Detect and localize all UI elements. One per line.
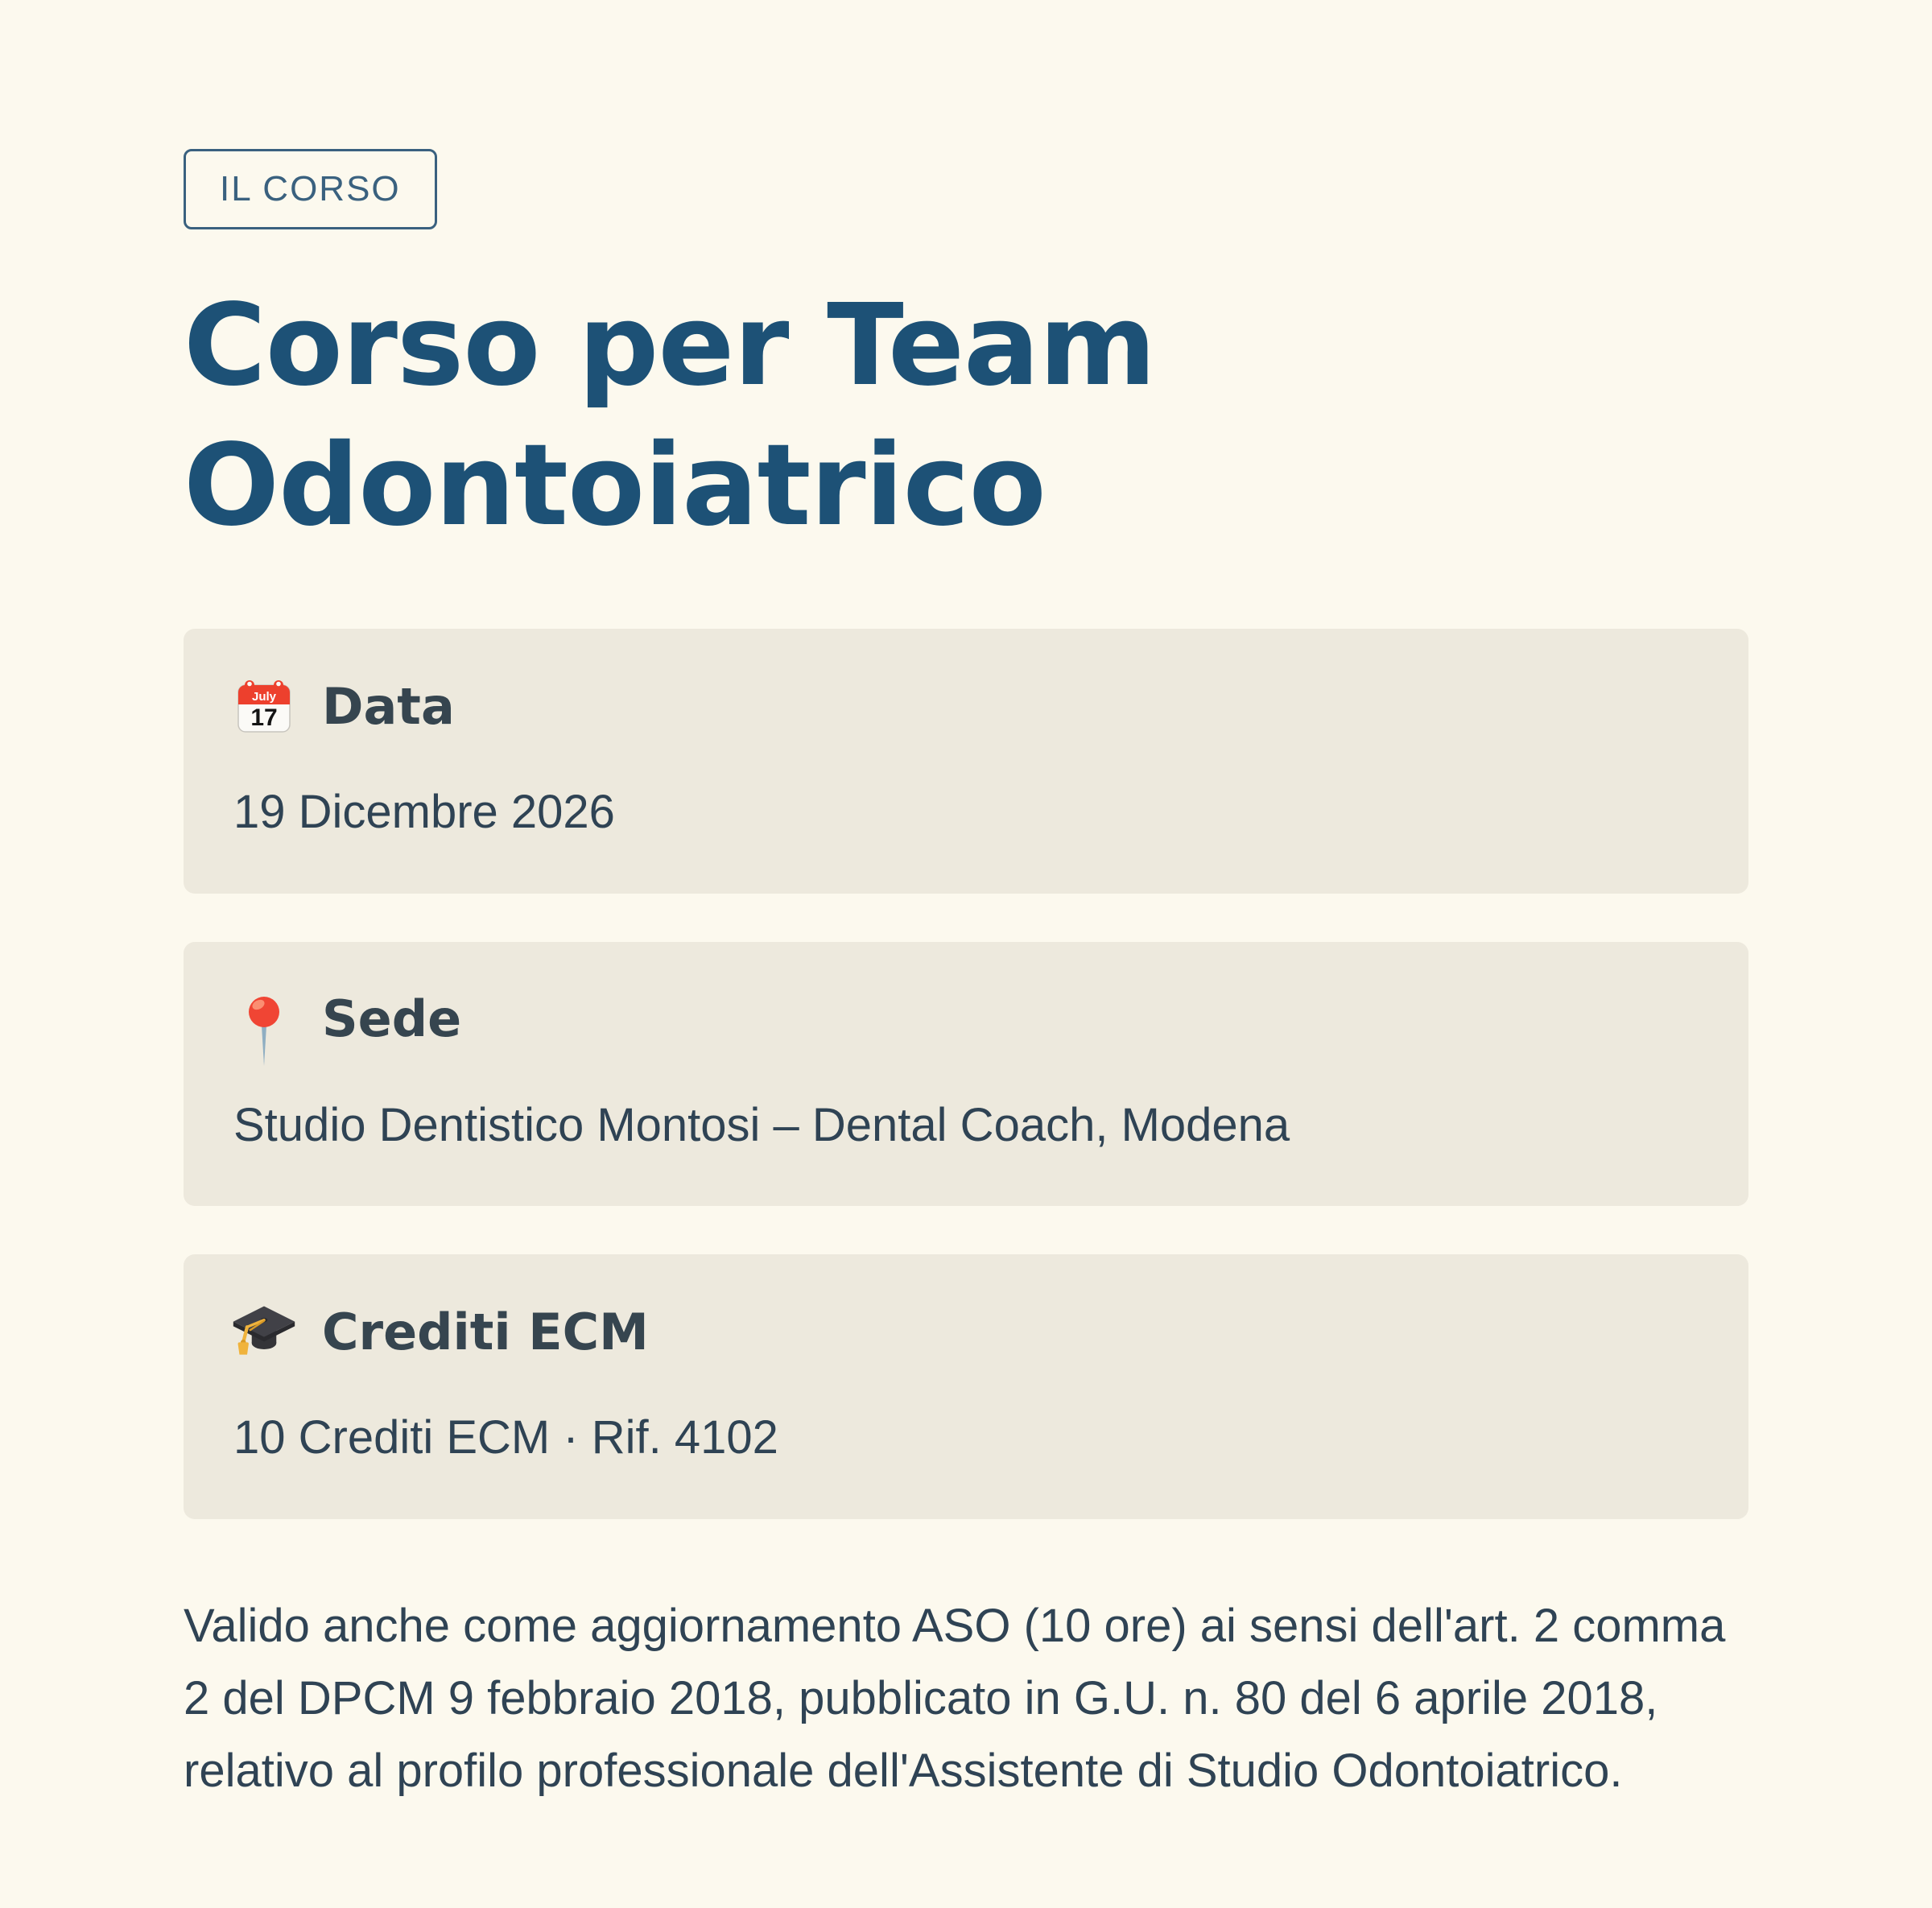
card-data-value: 19 Dicembre 2026: [233, 786, 615, 838]
aso-validity-note: Valido anche come aggiornamento ASO (10 ore) ai sensi dell'art. 2 comma 2 del DPCM 9 febbraio 2018, pubblicato in G.U. n. 80 del 6 aprile 2018, relativo al profilo professionale dell'Assistente di Studio Odontoiatrico.: [184, 1599, 1726, 1797]
calendar-icon: [233, 675, 295, 737]
card-sede-heading: Sede: [322, 989, 462, 1048]
graduation-cap-icon: [233, 1301, 295, 1362]
card-data-header: [233, 675, 1699, 737]
card-data-heading: Data: [322, 676, 455, 736]
calendar-day-label: 17: [250, 704, 278, 731]
section-badge-label: IL CORSO: [220, 169, 401, 209]
calendar-month-label: July: [251, 690, 277, 704]
card-sede-value: Studio Dentistico Montosi – Dental Coach, Modena: [233, 1098, 1290, 1151]
card-sede: [184, 942, 1748, 1207]
card-crediti-value: 10 Crediti ECM · Rif. 4102: [233, 1411, 778, 1464]
section-badge: [184, 149, 437, 229]
card-data: [184, 629, 1748, 894]
pushpin-icon: [233, 989, 295, 1050]
card-crediti-header: [233, 1301, 1699, 1362]
page-title: Corso per Team Odontoiatrico: [184, 280, 1156, 551]
card-sede-header: [233, 989, 1699, 1050]
card-crediti-ecm: [184, 1254, 1748, 1519]
card-crediti-heading: Crediti ECM: [322, 1302, 649, 1361]
